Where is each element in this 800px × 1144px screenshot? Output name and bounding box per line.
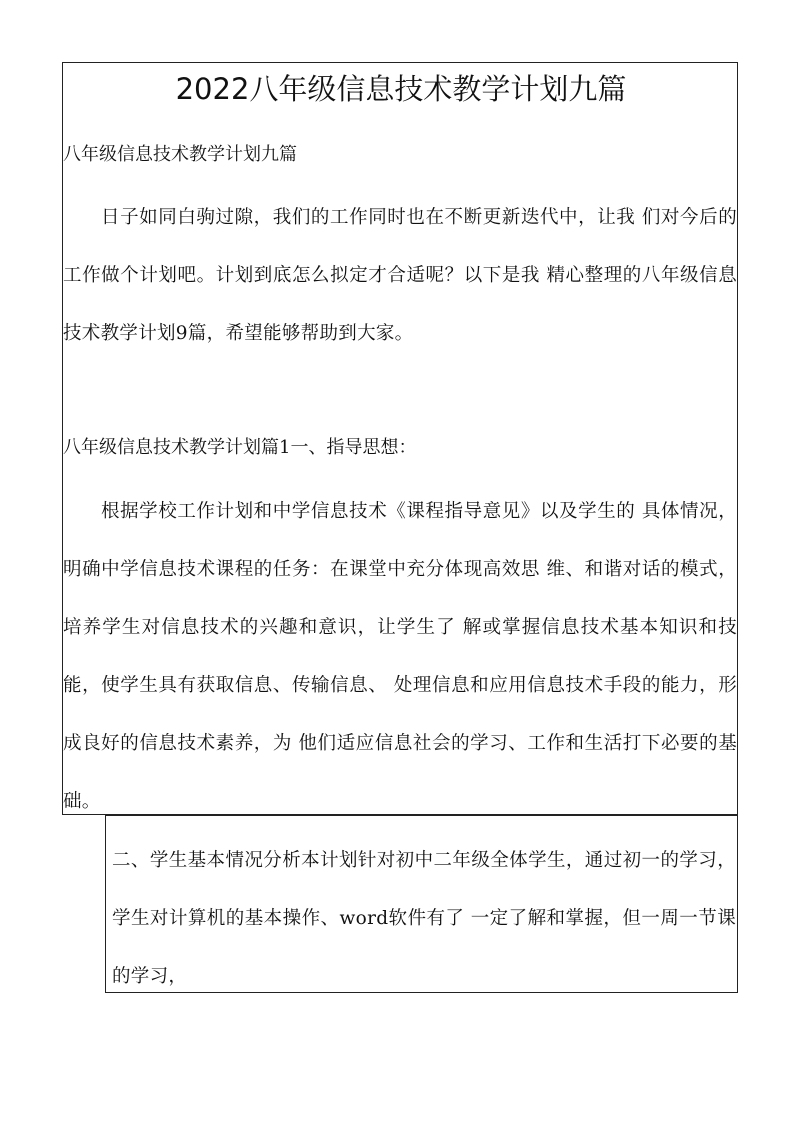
- intro-paragraph: 日子如同白驹过隙，我们的工作同时也在不断更新迭代中，让我 们对今后的工作做个计划吧。计划到底怎么拟定才合适呢？以下是我 精心整理的八年级信息技术教学计划9篇，希望能够帮助到大家。: [63, 207, 737, 344]
- document-subtitle: 八年级信息技术教学计划九篇: [63, 144, 297, 165]
- content-box-secondary: [105, 815, 738, 993]
- content-box-main: [62, 62, 738, 815]
- section1-heading: 八年级信息技术教学计划篇1一、指导思想：: [63, 437, 417, 458]
- section2-paragraph: 二、学生基本情况分析本计划针对初中二年级全体学生，通过初一的学习，学生对计算机的基本操作、word软件有了 一定了解和掌握，但一周一节课的学习，: [112, 850, 736, 987]
- section1-paragraph: 根据学校工作计划和中学信息技术《课程指导意见》以及学生的 具体情况，明确中学信息技术课程的任务：在课堂中充分体现高效思 维、和谐对话的模式，培养学生对信息技术的兴趣和意识，让学生了 解或掌握信息技术基本知识和技能，使学生具有获取信息、传输信息、 处理信息和应用信息技术手段的能力，形成良好的信息技术素养，为 他们适应信息社会的学习、工作和生活打下必要的基础。: [63, 501, 737, 812]
- document-title: 2022八年级信息技术教学计划九篇: [175, 72, 627, 106]
